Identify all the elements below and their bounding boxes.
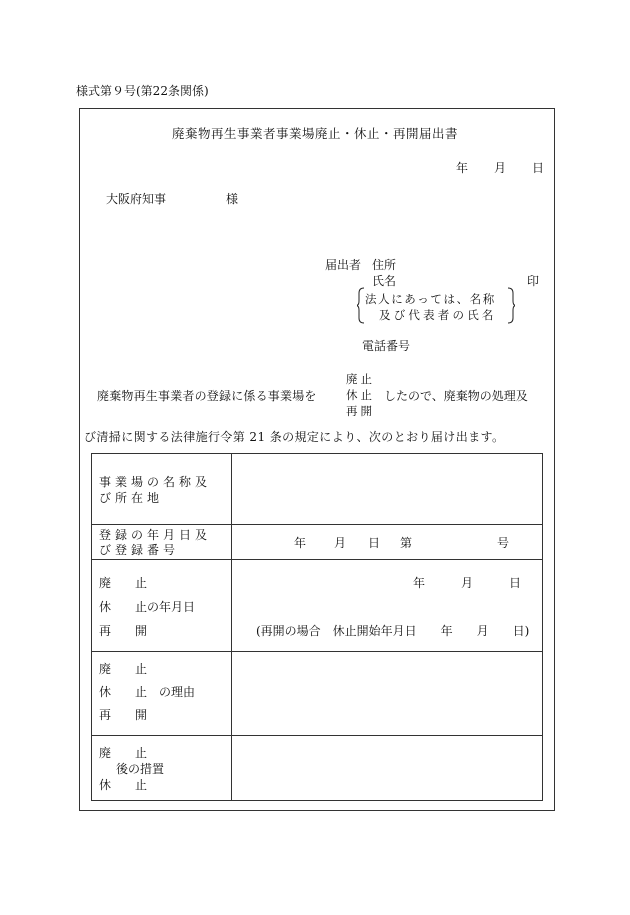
body-text-line2: び清掃に関する法律施行令第 21 条の規定により、次のとおり届け出ます。 <box>84 430 505 444</box>
row1-label-line2: び所在地 <box>99 491 164 505</box>
table-row <box>92 454 543 525</box>
row4-label-kyushi: 休 止 の理由 <box>99 685 196 699</box>
addressee-honorific: 様 <box>226 192 239 206</box>
date-year: 年 <box>456 161 469 175</box>
table-row <box>92 560 543 652</box>
measures-after-field[interactable] <box>232 736 543 801</box>
addressee-name: 大阪府知事 <box>106 192 167 206</box>
form-number: 様式第９号(第22条関係) <box>76 84 209 98</box>
body-text-start: 廃棄物再生事業者の登録に係る事業場を <box>97 389 317 403</box>
seal-mark: 印 <box>527 274 540 288</box>
option-haishi: 廃止 <box>346 372 375 386</box>
closure-month: 月 <box>461 576 474 590</box>
phone-label: 電話番号 <box>362 339 411 353</box>
row2-label-line2: び登録番号 <box>99 543 180 557</box>
reg-day: 日 <box>368 536 381 550</box>
row3-label-cell <box>92 560 232 652</box>
registration-date-number-field[interactable] <box>232 525 543 560</box>
date-month: 月 <box>494 161 507 175</box>
table-row <box>92 736 543 801</box>
details-table <box>91 453 543 801</box>
row5-label-cell <box>92 736 232 801</box>
row2-label-line1: 登録の年月日及 <box>99 528 212 542</box>
restart-note: (再開の場合 休止開始年月日 年 月 日) <box>256 624 530 638</box>
corporate-note-line2: 及び代表者の氏名 <box>379 308 497 322</box>
row1-label-line1: 事業場の名称及 <box>99 475 212 489</box>
notifier-label: 届出者 <box>325 258 362 272</box>
row3-label-kyushi: 休 止の年月日 <box>99 600 196 614</box>
closure-date-field[interactable] <box>232 560 543 652</box>
row4-label-haishi: 廃 止 <box>99 662 148 676</box>
date-day: 日 <box>532 161 545 175</box>
reg-year: 年 <box>294 536 307 550</box>
address-label: 住所 <box>372 258 397 272</box>
option-saikai: 再開 <box>346 404 375 418</box>
corporate-note-line1: 法人にあっては、名称 <box>365 292 496 306</box>
row1-label-cell <box>92 454 232 525</box>
filing-date <box>456 162 544 174</box>
name-label: 氏名 <box>372 274 397 288</box>
row5-label-haishi: 廃 止 <box>99 746 148 760</box>
body-text-end: したので、廃棄物の処理及 <box>384 389 528 403</box>
closure-year: 年 <box>413 576 426 590</box>
row3-label-saikai: 再 開 <box>99 624 148 638</box>
table-row <box>92 652 543 736</box>
row2-label-cell <box>92 525 232 560</box>
reg-month: 月 <box>334 536 347 550</box>
row5-label-middle: 後の措置 <box>116 762 165 776</box>
option-kyushi: 休止 <box>346 388 375 402</box>
row5-label-kyushi: 休 止 <box>99 778 148 792</box>
closure-day: 日 <box>509 576 522 590</box>
reason-field[interactable] <box>232 652 543 736</box>
reg-dai: 第 <box>400 536 413 550</box>
facility-name-location-field[interactable] <box>232 454 543 525</box>
table-row <box>92 525 543 560</box>
row4-label-cell <box>92 652 232 736</box>
row4-label-saikai: 再 開 <box>99 708 148 722</box>
document-title: 廃棄物再生事業者事業場廃止・休止・再開届出書 <box>171 126 458 141</box>
reg-go: 号 <box>497 536 510 550</box>
row3-label-haishi: 廃 止 <box>99 576 148 590</box>
